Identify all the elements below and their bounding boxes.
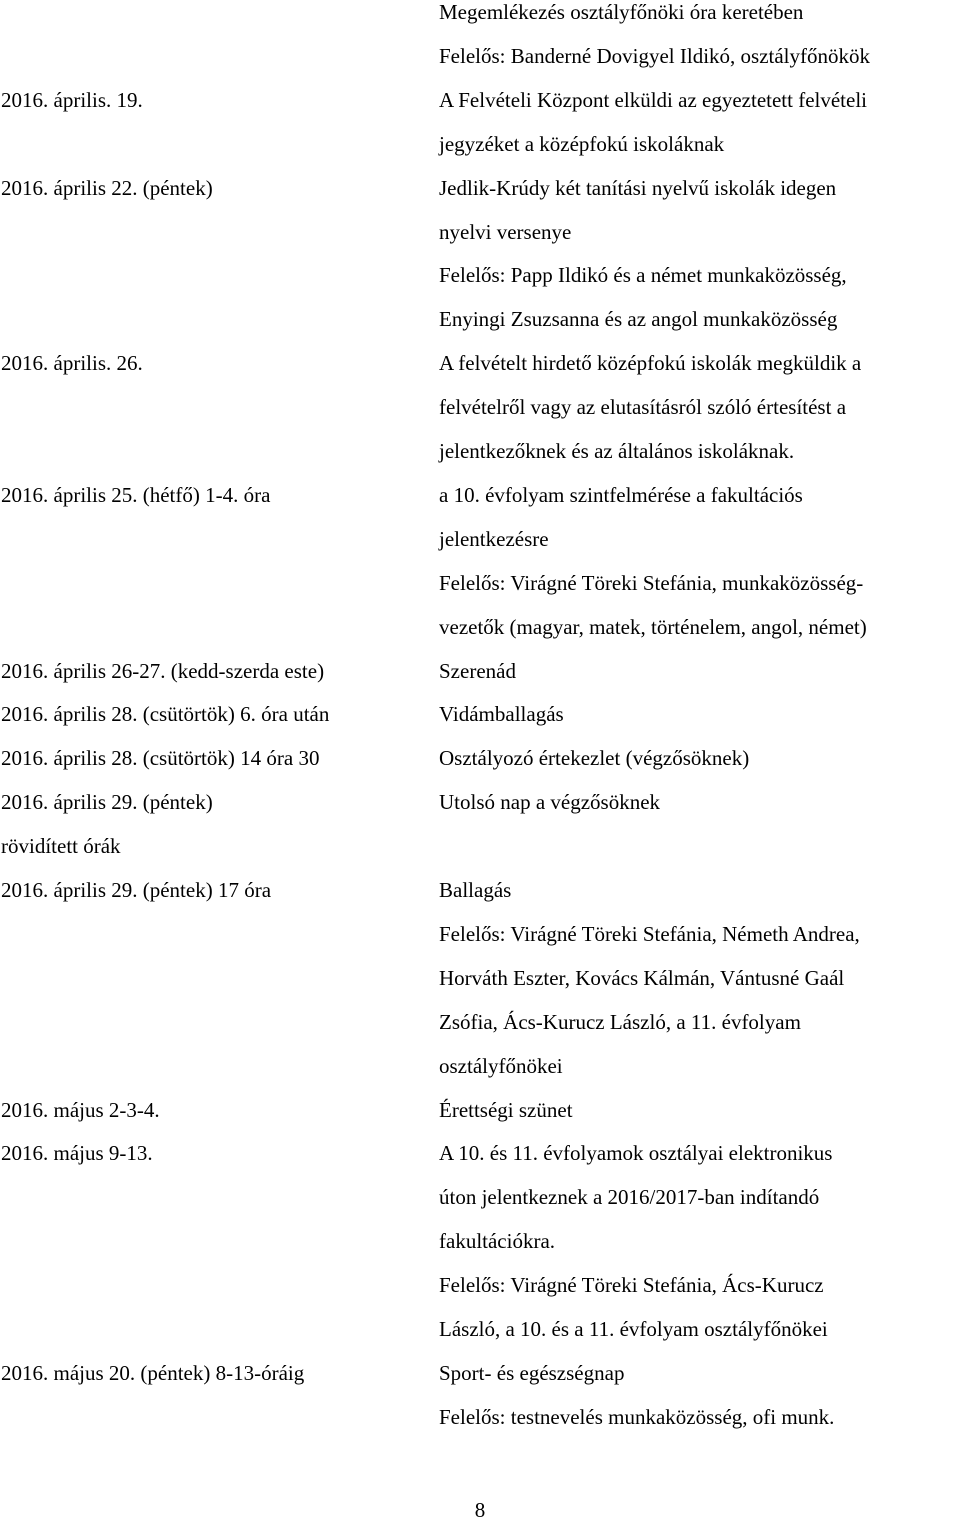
- schedule-line: [0, 1360, 960, 1404]
- schedule-text: A 10. és 11. évfolyamok osztályai elektronikus: [439, 1141, 833, 1166]
- schedule-text: Jedlik-Krúdy két tanítási nyelvű iskolák idegen: [439, 175, 837, 200]
- schedule-text: úton jelentkeznek a 2016/2017-ban indítandó: [439, 1185, 820, 1210]
- schedule-text: Enyingi Zsuzsanna és az angol munkaközösség: [439, 307, 838, 332]
- schedule-date: 2016. április 22. (péntek): [1, 175, 213, 200]
- schedule-text: A Felvételi Központ elküldi az egyeztetett felvételi: [439, 87, 868, 112]
- schedule-line: [0, 1053, 960, 1097]
- schedule-line: [0, 745, 960, 789]
- schedule-date: 2016. április. 26.: [1, 351, 143, 376]
- schedule-text: Érettségi szünet: [439, 1097, 573, 1122]
- schedule-text: Zsófia, Ács-Kurucz László, a 11. évfolyam: [439, 1009, 801, 1034]
- schedule-line: [0, 614, 960, 658]
- schedule-text: jegyzéket a középfokú iskoláknak: [439, 131, 725, 156]
- schedule-line: [0, 1140, 960, 1184]
- schedule-text: Felelős: Papp Ildikó és a német munkaközösség,: [439, 263, 847, 288]
- schedule-line: [0, 0, 960, 43]
- schedule-text: Szerenád: [439, 658, 516, 683]
- schedule-text: Felelős: Virágné Töreki Stefánia, munkaközösség-: [439, 570, 864, 595]
- schedule-text: jelentkezőknek és az általános iskoláknak.: [439, 439, 795, 463]
- schedule-date: 2016. április 26-27. (kedd-szerda este): [1, 658, 325, 683]
- schedule-line: [0, 350, 960, 394]
- schedule-line: [0, 482, 960, 526]
- schedule-date: 2016. május 9-13.: [1, 1141, 153, 1166]
- schedule-text: Felelős: Virágné Töreki Stefánia, Ács-Kurucz: [439, 1273, 824, 1298]
- schedule-date: 2016. április 25. (hétfő) 1-4. óra: [1, 482, 271, 507]
- schedule-line: [0, 789, 960, 833]
- schedule-text: nyelvi versenye: [439, 219, 572, 244]
- schedule-line: [0, 658, 960, 702]
- schedule-line: [0, 131, 960, 175]
- schedule-date: 2016. április 28. (csütörtök) 14 óra 30: [1, 746, 320, 771]
- schedule-text: Ballagás: [439, 878, 512, 902]
- schedule-date: 2016. április. 19.: [1, 87, 143, 112]
- schedule-text: felvételről vagy az elutasításról szóló értesítést a: [439, 395, 847, 420]
- schedule-line: [0, 965, 960, 1009]
- schedule-text: Megemlékezés osztályfőnöki óra keretében: [439, 0, 804, 24]
- schedule-text: Felelős: testnevelés munkaközösség, ofi munk.: [439, 1404, 835, 1429]
- schedule-line: [0, 394, 960, 438]
- schedule-text: osztályfőnökei: [439, 1053, 563, 1078]
- schedule-line: [0, 701, 960, 745]
- schedule-line: [0, 1404, 960, 1448]
- schedule-line: [0, 262, 960, 306]
- schedule-text: jelentkezésre: [439, 526, 549, 551]
- schedule-text: fakultációkra.: [439, 1229, 556, 1254]
- schedule-text: Utolsó nap a végzősöknek: [439, 790, 661, 815]
- schedule-text: Felelős: Banderné Dovigyel Ildikó, osztályfőnökök: [439, 43, 871, 68]
- schedule-line: [0, 87, 960, 131]
- schedule-line: [0, 1272, 960, 1316]
- schedule-text: László, a 10. és a 11. évfolyam osztályfőnökei: [439, 1317, 828, 1341]
- schedule-line: [0, 43, 960, 87]
- schedule-line: [0, 175, 960, 219]
- schedule-line: [0, 306, 960, 350]
- schedule-line: [0, 1097, 960, 1141]
- schedule-line: [0, 1316, 960, 1360]
- schedule-line: [0, 1184, 960, 1228]
- schedule-line: [0, 526, 960, 570]
- schedule-line: [0, 570, 960, 614]
- schedule-text: a 10. évfolyam szintfelmérése a fakultációs: [439, 482, 803, 507]
- schedule-line: [0, 833, 960, 877]
- schedule-line: [0, 438, 960, 482]
- schedule-date: rövidített órák: [1, 834, 121, 859]
- schedule-date: 2016. május 2-3-4.: [1, 1097, 160, 1122]
- schedule-date: 2016. május 20. (péntek) 8-13-óráig: [1, 1360, 305, 1385]
- schedule-text: vezetők (magyar, matek, történelem, angol, német): [439, 614, 867, 639]
- schedule-text: Osztályozó értekezlet (végzősöknek): [439, 746, 750, 771]
- schedule-date: 2016. április 29. (péntek) 17 óra: [1, 878, 272, 902]
- schedule-line: [0, 1228, 960, 1272]
- schedule-date: 2016. április 29. (péntek): [1, 790, 213, 815]
- page-number: 8: [474, 1498, 486, 1522]
- schedule-line: [0, 877, 960, 921]
- schedule-text: Sport- és egészségnap: [439, 1360, 625, 1385]
- schedule-line: [0, 921, 960, 965]
- schedule-text: A felvételt hirdető középfokú iskolák megküldik a: [439, 351, 862, 376]
- schedule-text: Vidámballagás: [439, 702, 564, 727]
- schedule-line: [0, 1009, 960, 1053]
- schedule-date: 2016. április 28. (csütörtök) 6. óra után: [1, 702, 330, 727]
- schedule-line: [0, 219, 960, 263]
- schedule-text: Horváth Eszter, Kovács Kálmán, Vántusné Gaál: [439, 965, 845, 990]
- schedule-text: Felelős: Virágné Töreki Stefánia, Németh Andrea,: [439, 921, 860, 946]
